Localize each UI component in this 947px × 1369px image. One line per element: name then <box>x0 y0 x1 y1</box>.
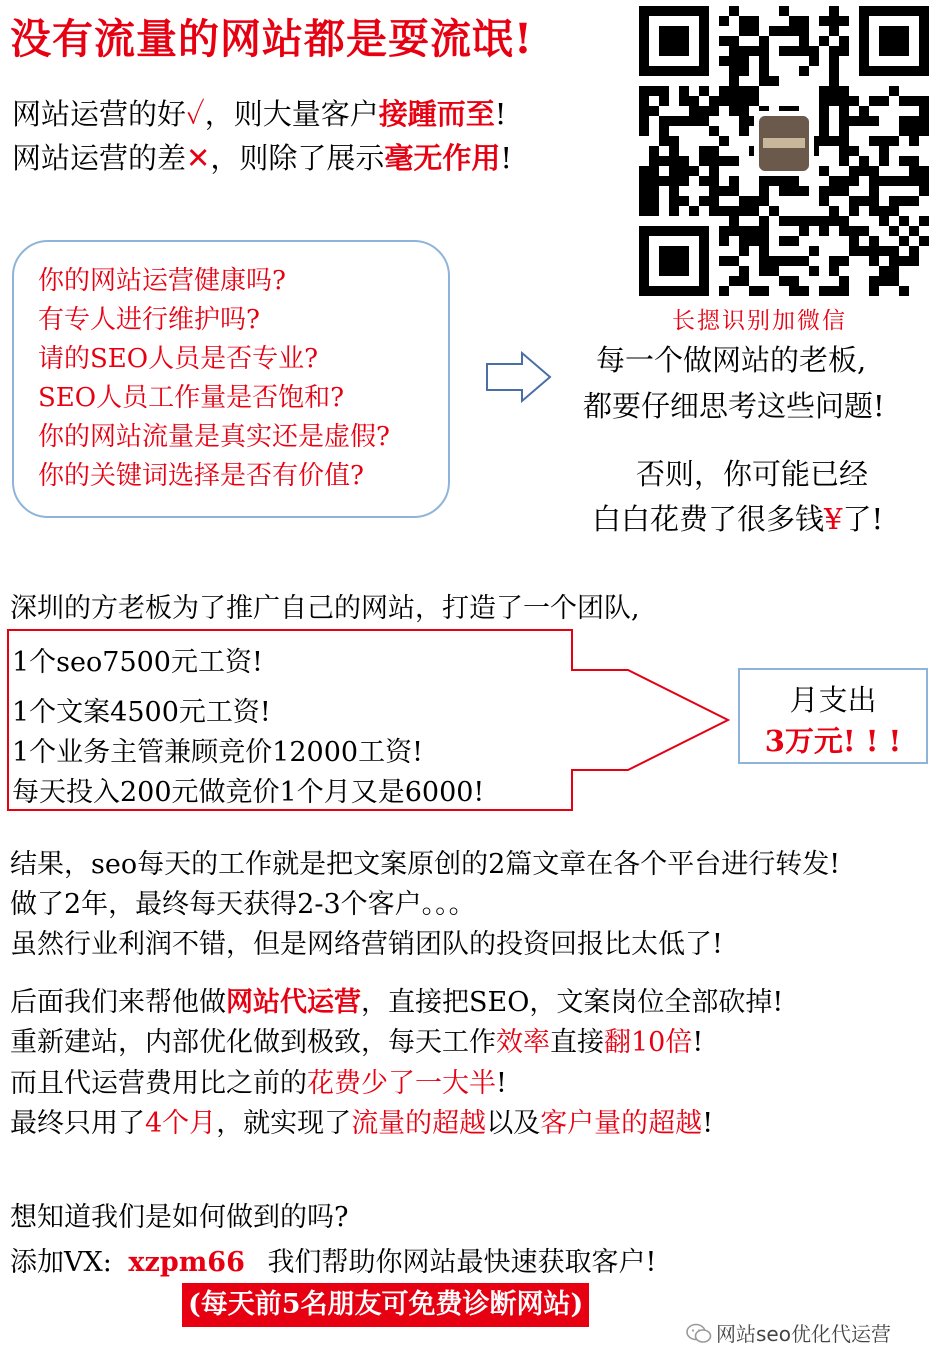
side-text-line: 否则，你可能已经 <box>636 457 869 491</box>
question-item: 有专人进行维护吗? <box>38 305 260 335</box>
wechat-id[interactable]: xzpm66 <box>128 1247 245 1278</box>
story-intro: 深圳的方老板为了推广自己的网站，打造了一个团队, <box>10 593 640 624</box>
question-item: 你的关键词选择是否有价值? <box>38 461 364 491</box>
solution-line: 最终只用了4个月，就实现了流量的超越以及客户量的超越! <box>10 1108 714 1139</box>
cost-item: 每天投入200元做竞价1个月又是6000! <box>12 777 485 808</box>
intro-line-bad: 网站运营的差✕，则除了展示毫无作用! <box>12 141 513 175</box>
question-item: 你的网站运营健康吗? <box>38 266 286 296</box>
side-text-line: 白白花费了很多钱¥了! <box>592 502 884 536</box>
monthly-expense-box <box>738 668 928 764</box>
result-line: 结果，seo每天的工作就是把文案原创的2篇文章在各个平台进行转发! <box>10 849 841 880</box>
cost-item: 1个业务主管兼顾竞价12000工资! <box>12 737 423 768</box>
cost-item: 1个seo7500元工资! <box>12 647 263 678</box>
question-item: SEO人员工作量是否饱和? <box>38 383 345 413</box>
wechat-icon <box>686 1323 712 1345</box>
question-item: 请的SEO人员是否专业? <box>38 344 319 374</box>
qr-caption: 长摁识别加微信 <box>672 308 847 334</box>
yen-icon: ¥ <box>824 502 843 536</box>
side-text-line: 都要仔细思考这些问题! <box>583 389 885 423</box>
qr-code-image[interactable] <box>634 6 934 296</box>
cost-item: 1个文案4500元工资! <box>12 697 271 728</box>
contact-line: 添加VX: xzpm66 我们帮助你网站最快速获取客户! <box>10 1247 657 1278</box>
solution-line: 重新建站，内部优化做到极致，每天工作效率直接翻10倍! <box>10 1027 704 1058</box>
cta-banner[interactable]: (每天前5名朋友可免费诊断网站) <box>182 1283 589 1327</box>
result-line: 虽然行业利润不错，但是网络营销团队的投资回报比太低了! <box>10 929 723 960</box>
monthly-value: 3万元! ! ! <box>764 724 902 758</box>
check-icon: ✓ <box>186 97 205 131</box>
closing-question: 想知道我们是如何做到的吗? <box>10 1202 349 1233</box>
page-title: 没有流量的网站都是耍流氓! <box>10 15 533 63</box>
intro-line-good: 网站运营的好✓，则大量客户接踵而至! <box>12 97 507 131</box>
solution-line: 而且代运营费用比之前的花费少了一大半! <box>10 1068 507 1099</box>
monthly-label: 月支出 <box>789 683 877 717</box>
brand-watermark: 网站seo优化代运营 <box>686 1318 891 1347</box>
cross-icon: ✕ <box>186 141 211 175</box>
right-arrow-icon <box>484 350 554 404</box>
result-line: 做了2年，最终每天获得2-3个客户。。。 <box>10 889 476 920</box>
solution-line: 后面我们来帮他做网站代运营，直接把SEO，文案岗位全部砍掉! <box>10 987 784 1018</box>
side-text-line: 每一个做网站的老板, <box>596 343 867 377</box>
question-item: 你的网站流量是真实还是虚假? <box>38 422 390 452</box>
